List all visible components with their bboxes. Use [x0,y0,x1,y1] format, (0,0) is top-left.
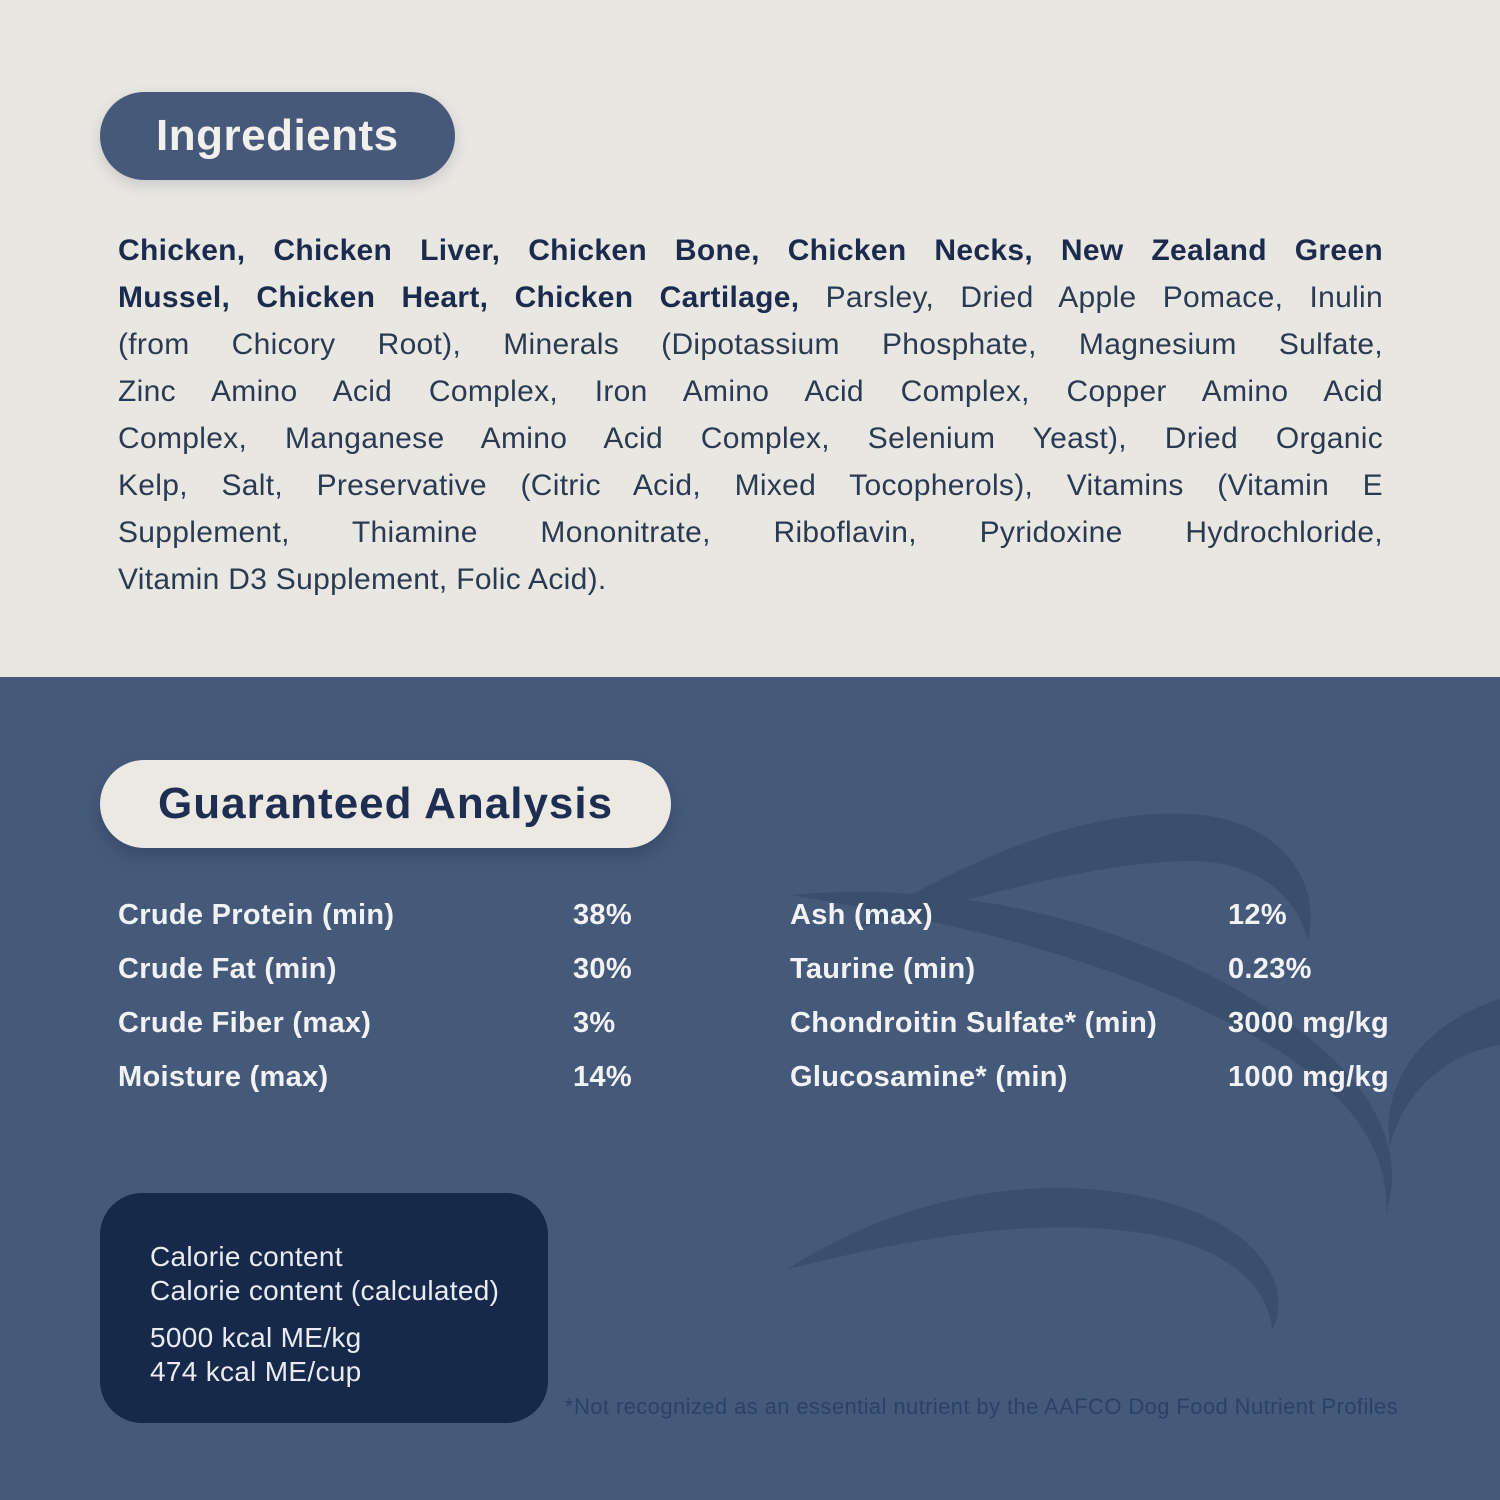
analysis-label: Taurine (min) [790,952,976,985]
analysis-value: 30% [573,952,632,985]
analysis-table-right [790,888,1389,1104]
analysis-label: Glucosamine* (min) [790,1060,1068,1093]
analysis-value: 1000 mg/kg [1228,1060,1389,1093]
analysis-label: Crude Fiber (max) [118,1006,372,1039]
analysis-value: 14% [573,1060,632,1093]
analysis-table-left [118,888,632,1104]
ingredients-line: Kelp, Salt, Preservative (Citric Acid, Mixed Tocopherols), Vitamins (Vitamin E [118,469,1383,502]
ingredients-line: Complex, Manganese Amino Acid Complex, Selenium Yeast), Dried Organic [118,422,1383,455]
ingredients-bold-text: Chicken, Chicken Liver, Chicken Bone, Chicken Necks, New Zealand Green [118,234,1383,267]
ingredients-badge [100,92,455,180]
ingredients-line: Zinc Amino Acid Complex, Iron Amino Acid Complex, Copper Amino Acid [118,375,1383,408]
calorie-content-card [100,1193,548,1423]
analysis-value: 38% [573,898,632,931]
calorie-content-calculated-label: Calorie content (calculated) [150,1275,500,1306]
ingredients-bold-text: Mussel, Chicken Heart, Chicken Cartilage, [118,281,800,314]
analysis-label: Crude Fat (min) [118,952,337,985]
ingredients-list [118,227,1383,603]
analysis-label: Chondroitin Sulfate* (min) [790,1006,1158,1039]
analysis-value: 3000 mg/kg [1228,1006,1389,1039]
calorie-value-per-kg: 5000 kcal ME/kg [150,1322,362,1353]
guaranteed-analysis-section [0,677,1500,1500]
analysis-value: 3% [573,1006,616,1039]
ingredients-line: Supplement, Thiamine Mononitrate, Riboflavin, Pyridoxine Hydrochloride, [118,516,1383,549]
ingredients-line: (from Chicory Root), Minerals (Dipotassium Phosphate, Magnesium Sulfate, [118,328,1383,361]
analysis-value: 0.23% [1228,952,1312,985]
ingredients-section [0,0,1500,677]
ingredients-line: Mussel, Chicken Heart, Chicken Cartilage, Parsley, Dried Apple Pomace, Inulin [118,281,1383,314]
guaranteed-analysis-badge [100,760,671,848]
guaranteed-analysis-title: Guaranteed Analysis [158,779,614,828]
analysis-label: Moisture (max) [118,1060,329,1093]
ingredients-title: Ingredients [156,111,399,160]
aafco-footnote: *Not recognized as an essential nutrient by the AAFCO Dog Food Nutrient Profiles [565,1394,1398,1419]
ingredients-line [118,227,1383,274]
ingredients-line: Vitamin D3 Supplement, Folic Acid). [118,563,607,596]
analysis-label: Ash (max) [790,898,933,931]
analysis-value: 12% [1228,898,1287,931]
calorie-value-per-cup: 474 kcal ME/cup [150,1356,362,1387]
calorie-content-label: Calorie content [150,1241,343,1272]
analysis-label: Crude Protein (min) [118,898,395,931]
